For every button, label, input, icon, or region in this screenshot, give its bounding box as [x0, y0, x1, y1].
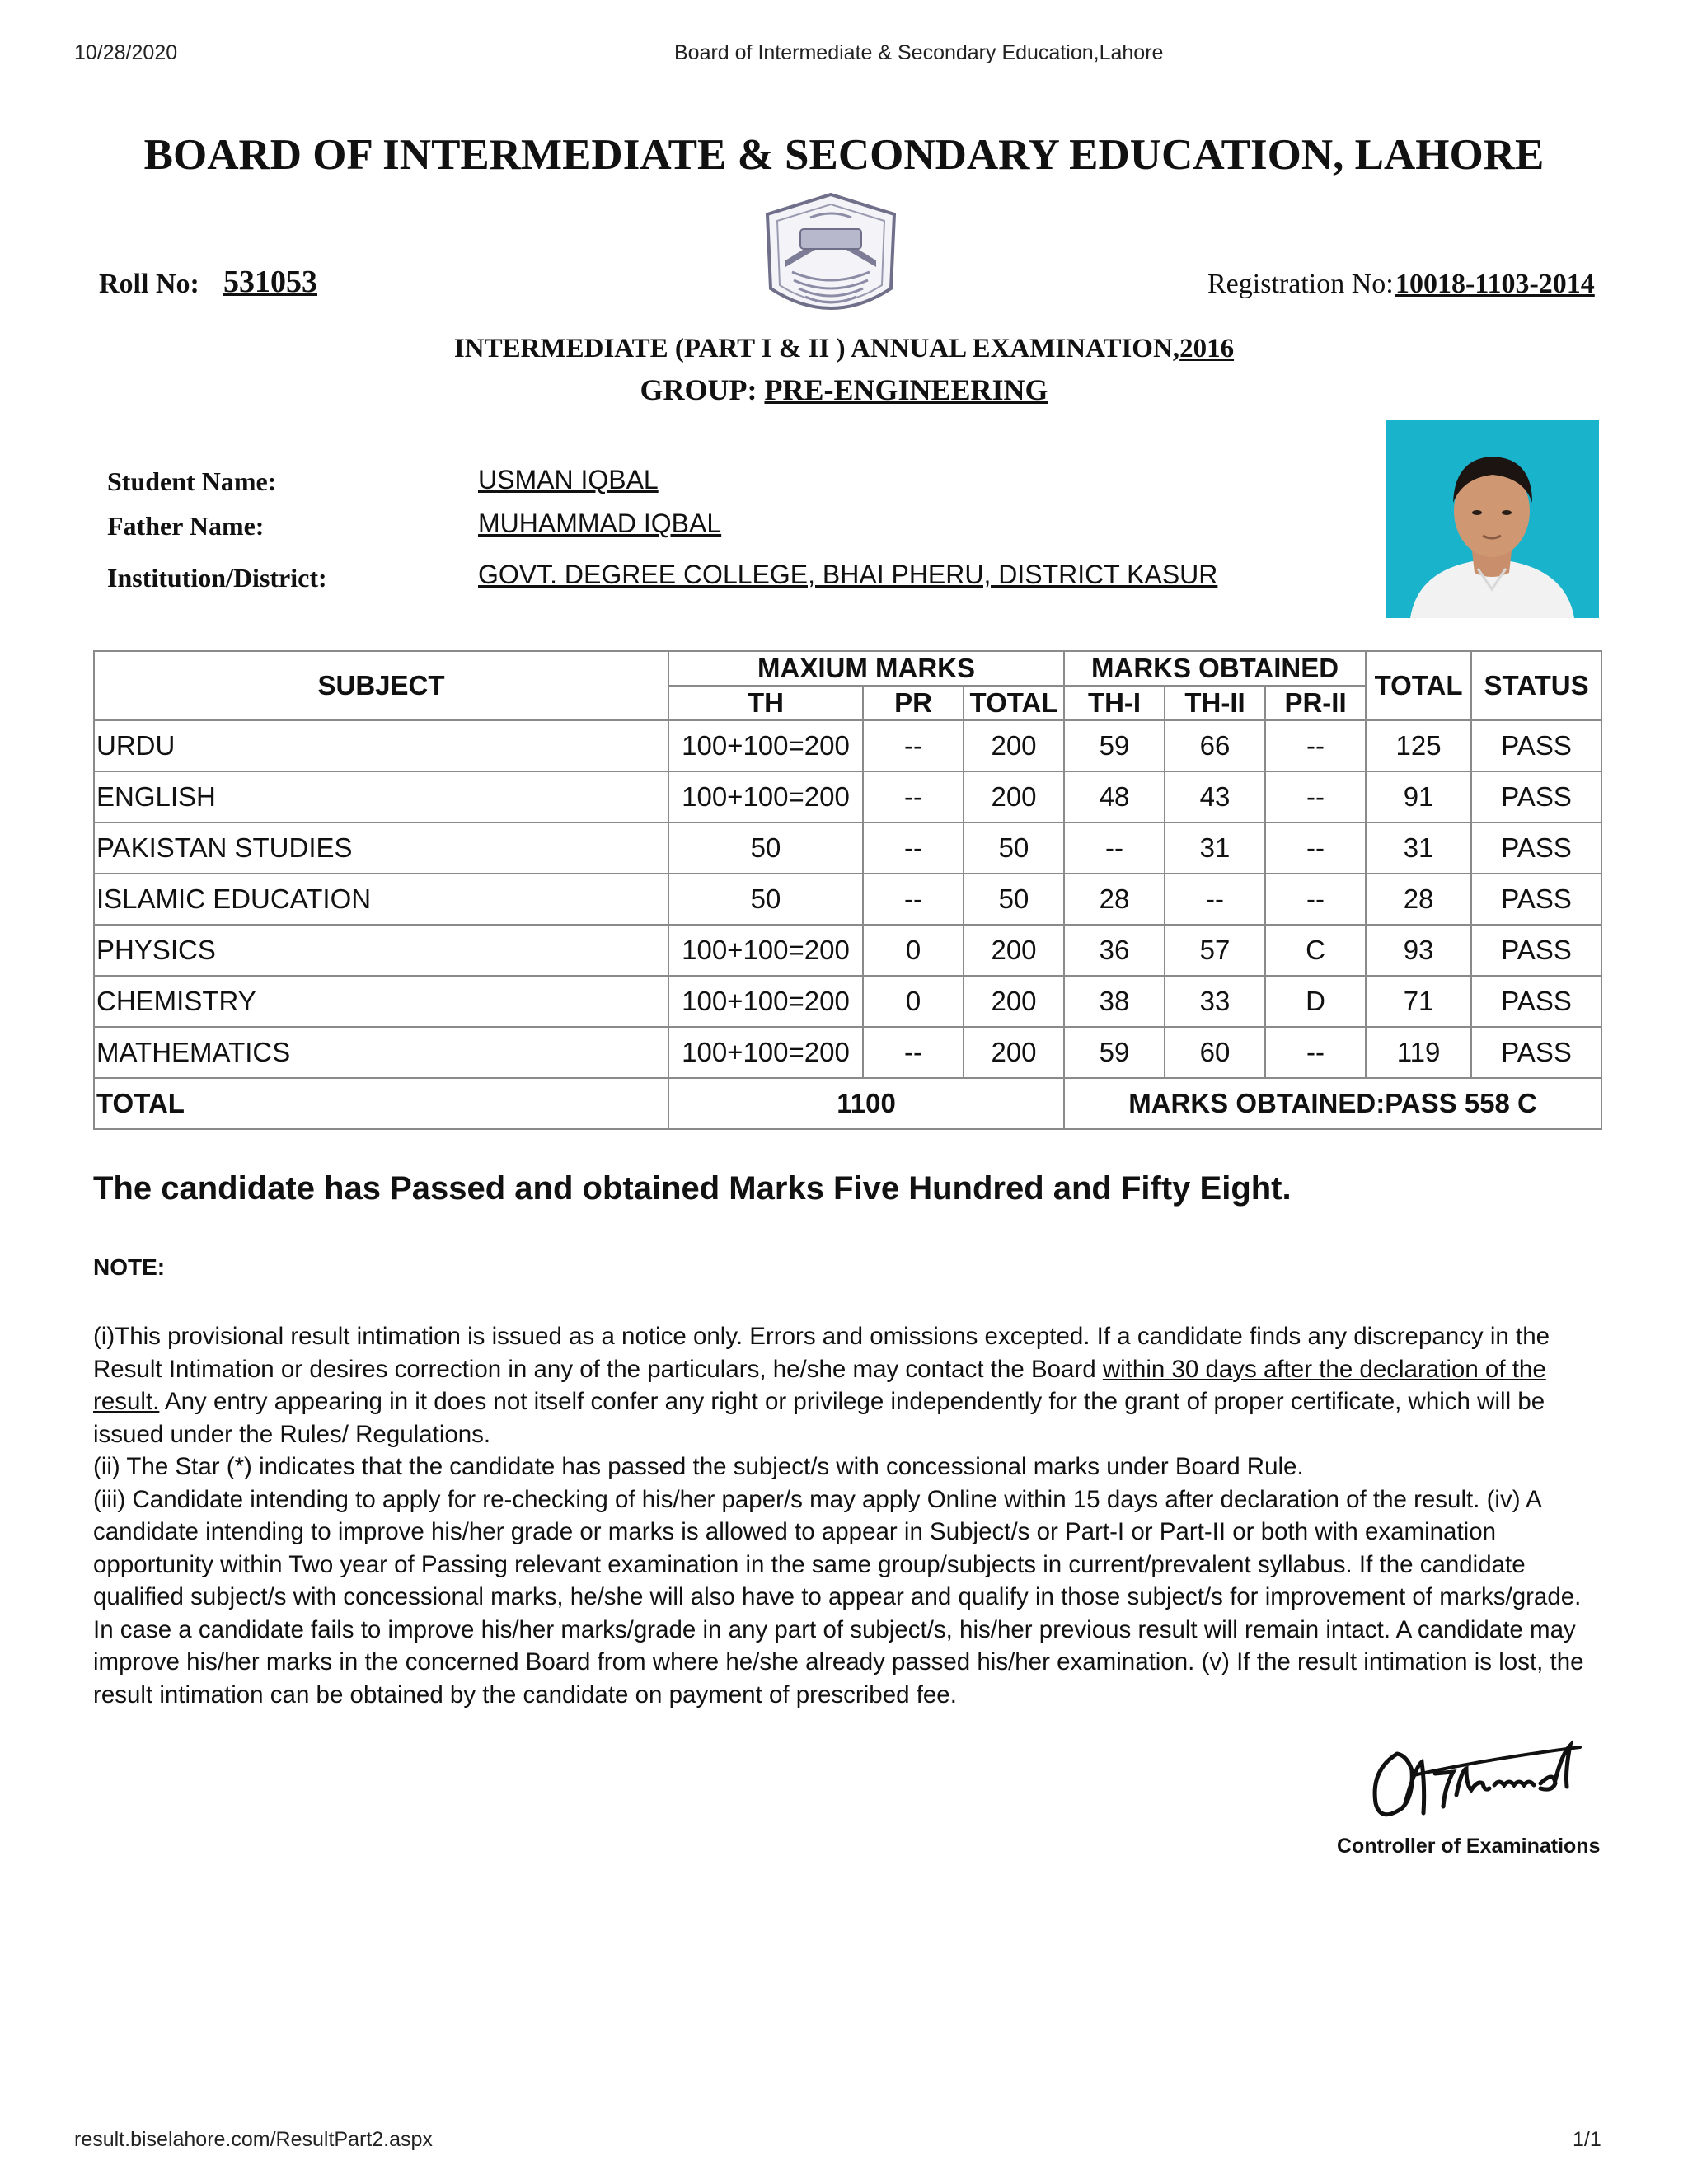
student-name: USMAN IQBAL	[478, 465, 659, 494]
note-1-text: (i)This provisional result intimation is issued as a notice only. Errors and omissions excepted. If a candidate finds any discrepancy in the Result Intimation or desires correction in any of the particulars, he/she may contact the Board	[93, 1323, 1550, 1383]
cell-status: PASS	[1471, 720, 1601, 771]
table-total-row	[94, 1078, 1601, 1129]
note-heading: NOTE:	[93, 1254, 166, 1280]
cell-th: 100+100=200	[668, 925, 863, 976]
cell-pr: --	[863, 720, 964, 771]
print-footer-url: result.biselahore.com/ResultPart2.aspx	[74, 2128, 433, 2151]
total-label: TOTAL	[94, 1078, 668, 1129]
cell-pr: 0	[863, 925, 964, 976]
table-row	[94, 720, 1601, 771]
cell-subject: MATHEMATICS	[94, 1027, 668, 1078]
cell-th: 50	[668, 874, 863, 925]
cell-max-total: 50	[964, 874, 1064, 925]
cell-th1: 36	[1064, 925, 1165, 976]
note-paragraph-2: (ii) The Star (*) indicates that the candidate has passed the subject/s with concessional marks under Board Rule.	[93, 1453, 1304, 1480]
board-crest-icon	[753, 190, 909, 323]
cell-th2: 60	[1165, 1027, 1265, 1078]
cell-status: PASS	[1471, 1027, 1601, 1078]
print-date: 10/28/2020	[74, 41, 178, 64]
header-th: TH	[668, 686, 863, 720]
cell-total: 125	[1366, 720, 1471, 771]
cell-th: 100+100=200	[668, 720, 863, 771]
group-value: PRE-ENGINEERING	[764, 373, 1048, 406]
cell-total: 93	[1366, 925, 1471, 976]
note-paragraph-1	[93, 1320, 1601, 1451]
table-row	[94, 976, 1601, 1027]
roll-value: 531053	[223, 265, 317, 299]
group-line	[0, 373, 1688, 407]
cell-status: PASS	[1471, 874, 1601, 925]
cell-status: PASS	[1471, 771, 1601, 823]
roll-label: Roll No:	[99, 269, 199, 299]
cell-subject: PHYSICS	[94, 925, 668, 976]
cell-pr2: C	[1265, 925, 1366, 976]
total-max-marks: 1100	[668, 1078, 1064, 1129]
cell-th1: --	[1064, 823, 1165, 874]
cell-total: 28	[1366, 874, 1471, 925]
cell-subject: URDU	[94, 720, 668, 771]
exam-title	[0, 334, 1688, 364]
registration-value: 10018-1103-2014	[1395, 269, 1595, 299]
cell-status: PASS	[1471, 976, 1601, 1027]
institution-label: Institution/District:	[107, 563, 327, 593]
cell-status: PASS	[1471, 925, 1601, 976]
print-footer-page: 1/1	[1573, 2128, 1601, 2151]
table-header-row	[94, 651, 1601, 686]
cell-pr: --	[863, 1027, 964, 1078]
cell-max-total: 200	[964, 720, 1064, 771]
cell-total: 71	[1366, 976, 1471, 1027]
cell-subject: ENGLISH	[94, 771, 668, 823]
header-pr: PR	[863, 686, 964, 720]
cell-total: 119	[1366, 1027, 1471, 1078]
student-name-label: Student Name:	[107, 466, 277, 496]
table-row	[94, 771, 1601, 823]
registration-label: Registration No:	[1207, 269, 1394, 299]
cell-th1: 59	[1064, 1027, 1165, 1078]
cell-max-total: 200	[964, 925, 1064, 976]
table-row	[94, 925, 1601, 976]
note-1-underlined: within 30 days after the declaration of the result.	[93, 1355, 1546, 1415]
cell-subject: PAKISTAN STUDIES	[94, 823, 668, 874]
cell-status: PASS	[1471, 823, 1601, 874]
table-row	[94, 1027, 1601, 1078]
header-th1: TH-I	[1064, 686, 1165, 720]
cell-pr2: --	[1265, 720, 1366, 771]
student-photo-icon	[1386, 420, 1599, 618]
cell-total: 91	[1366, 771, 1471, 823]
cell-th: 50	[668, 823, 863, 874]
exam-year: 2016	[1179, 334, 1235, 363]
marks-table	[93, 650, 1602, 1130]
exam-text: INTERMEDIATE (PART I & II ) ANNUAL EXAMINATION,	[453, 334, 1180, 363]
cell-th2: 33	[1165, 976, 1265, 1027]
cell-subject: CHEMISTRY	[94, 976, 668, 1027]
cell-th: 100+100=200	[668, 1027, 863, 1078]
cell-th1: 28	[1064, 874, 1165, 925]
cell-pr2: --	[1265, 771, 1366, 823]
header-subject: SUBJECT	[94, 651, 668, 720]
board-title: BOARD OF INTERMEDIATE & SECONDARY EDUCATION, LAHORE	[143, 131, 1545, 179]
header-marks-obtained: MARKS OBTAINED	[1064, 651, 1366, 686]
header-pr2: PR-II	[1265, 686, 1366, 720]
cell-th2: 57	[1165, 925, 1265, 976]
result-statement: The candidate has Passed and obtained Marks Five Hundred and Fifty Eight.	[93, 1170, 1292, 1207]
cell-pr2: --	[1265, 823, 1366, 874]
cell-pr: --	[863, 874, 964, 925]
cell-pr: 0	[863, 976, 964, 1027]
print-title: Board of Intermediate & Secondary Education,Lahore	[674, 41, 1164, 64]
header-total: TOTAL	[1366, 651, 1471, 720]
father-name: MUHAMMAD IQBAL	[478, 509, 722, 538]
cell-th1: 38	[1064, 976, 1165, 1027]
note-1-text-end: Any entry appearing in it does not itself confer any right or privilege independently for the grant of proper certificate, which will be issued under the Rules/ Regulations.	[93, 1388, 1545, 1448]
cell-th2: 66	[1165, 720, 1265, 771]
cell-th: 100+100=200	[668, 976, 863, 1027]
cell-pr2: --	[1265, 1027, 1366, 1078]
header-th2: TH-II	[1165, 686, 1265, 720]
cell-th2: --	[1165, 874, 1265, 925]
cell-th1: 59	[1064, 720, 1165, 771]
header-max-marks: MAXIUM MARKS	[668, 651, 1064, 686]
controller-title: Controller of Examinations	[1337, 1835, 1601, 1858]
cell-max-total: 50	[964, 823, 1064, 874]
cell-total: 31	[1366, 823, 1471, 874]
table-row	[94, 823, 1601, 874]
father-name-label: Father Name:	[107, 511, 265, 541]
total-marks-obtained: MARKS OBTAINED:PASS 558 C	[1064, 1078, 1601, 1129]
institution-name: GOVT. DEGREE COLLEGE, BHAI PHERU, DISTRICT KASUR	[478, 560, 1218, 589]
cell-subject: ISLAMIC EDUCATION	[94, 874, 668, 925]
cell-th2: 31	[1165, 823, 1265, 874]
cell-th2: 43	[1165, 771, 1265, 823]
cell-pr2: D	[1265, 976, 1366, 1027]
cell-max-total: 200	[964, 976, 1064, 1027]
group-label: GROUP:	[640, 373, 757, 406]
signature-icon	[1364, 1737, 1595, 1830]
table-row	[94, 874, 1601, 925]
header-max-total: TOTAL	[964, 686, 1064, 720]
cell-th: 100+100=200	[668, 771, 863, 823]
cell-th1: 48	[1064, 771, 1165, 823]
note-paragraph-3: (iii) Candidate intending to apply for re-checking of his/her paper/s may apply Online within 15 days after declaration of the result. (iv) A candidate intending to improve his/her grade or marks is allowed to appear in Subject/s or Part-I or Part-II or both with examination opportunity within Two year of Passing relevant examination in the same group/subjects in current/prevalent syllabus. If the candidate qualified subject/s with concessional marks, he/she will also have to appear and qualify in those subject/s for improvement of marks/grade. In case a candidate fails to improve his/her marks/grade in any part of subject/s, his/her previous result will remain intact. A candidate may improve his/her marks in the concerned Board from where he/she already passed his/her examination. (v) If the result intimation is lost, the result intimation can be obtained by the candidate on payment of prescribed fee.	[93, 1485, 1584, 1708]
notes-body	[93, 1320, 1601, 1711]
cell-max-total: 200	[964, 1027, 1064, 1078]
cell-max-total: 200	[964, 771, 1064, 823]
cell-pr: --	[863, 771, 964, 823]
header-status: STATUS	[1471, 651, 1601, 720]
cell-pr: --	[863, 823, 964, 874]
cell-pr2: --	[1265, 874, 1366, 925]
